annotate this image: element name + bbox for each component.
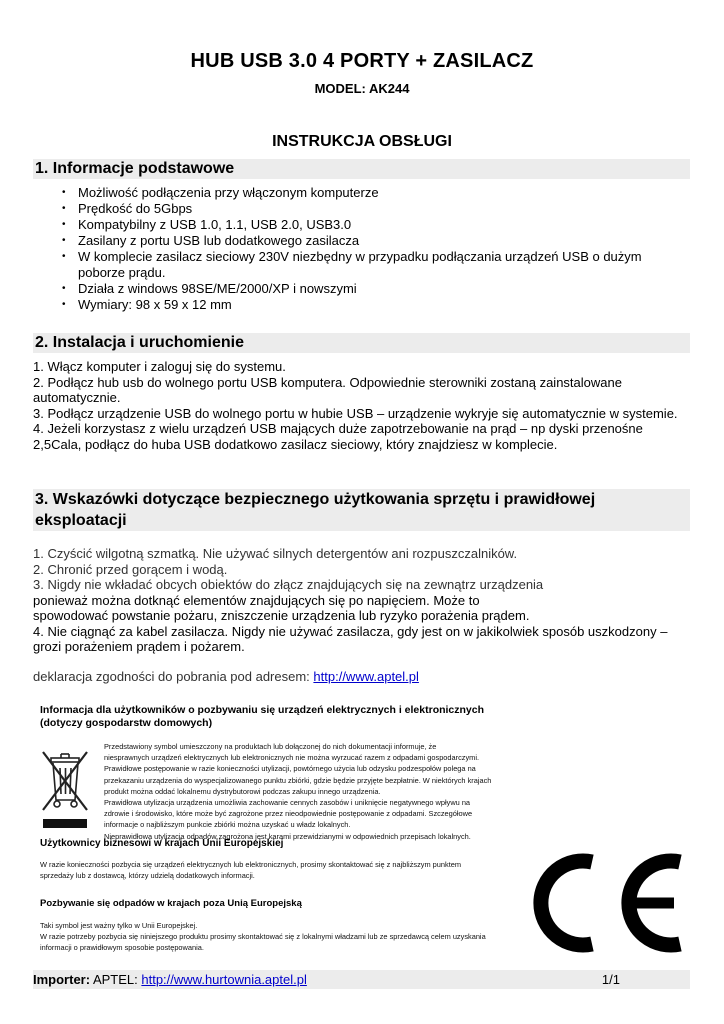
safety-line: 1. Czyścić wilgotną szmatką. Nie używać silnych detergentów ani rozpuszczalników. bbox=[33, 546, 518, 561]
bullet-icon: • bbox=[62, 235, 66, 246]
section-heading-installation: 2. Instalacja i uruchomienie bbox=[33, 333, 690, 353]
declaration-line bbox=[33, 669, 419, 684]
bullet-icon: • bbox=[62, 251, 66, 262]
bullet-icon: • bbox=[62, 219, 66, 230]
list-item: • W komplecie zasilacz sieciowy 230V niezbędny w przypadku podłączania urządzeń USB o dużym poborze prądu. bbox=[62, 249, 642, 280]
feature-list bbox=[62, 185, 692, 313]
crossed-bin-icon bbox=[37, 744, 95, 834]
safety-line: 2. Chronić przed gorącem i wodą. bbox=[33, 561, 228, 577]
page-number: 1/1 bbox=[601, 972, 620, 987]
weee-description: Przedstawiony symbol umieszczony na produktach lub dołączonej do nich dokumentacji informuje, że niesprawnych urządzeń elektrycznych lub elektronicznych nie można wyrzucać razem z odpadami gospodarczymi. Prawidłowe postępowanie w razie konieczności utylizacji, powtórnego użycia lub odzysku podzespołów polega na przekazaniu urządzenia do wyspecjalizowanego punktu zbiórki, gdzie będzie przyjęte bezpłatnie. W niektórych krajach produkt można oddać lokalnemu dystrybutorowi podczas zakupu innego urządzenia. Prawidłowa utylizacja urządzenia umożliwia zachowanie cennych zasobów i uniknięcie negatywnego wpływu na zdrowie i środowisko, które może być zagrożone przez nieodpowiednie postępowanie z odpadami. Szczegółowe informacje o najbliższym punkcie zbiórki można uzyskać u władz lokalnych. Nieprawidłowa utylizacja odpadów zagrożona jest karami przewidzianymi w odpowiednich przepisach lokalnych. bbox=[104, 742, 492, 841]
list-item: • Wymiary: 98 x 59 x 12 mm bbox=[62, 297, 232, 312]
safety-line: spowodować powstanie pożaru, zniszczenie urządzenia lub ryzyko porażenia prądem. bbox=[33, 608, 530, 623]
bullet-icon: • bbox=[62, 187, 66, 198]
safety-line: 3. Nigdy nie wkładać obcych obiektów do złącz znajdujących się na zewnątrz urządzenia bbox=[33, 577, 544, 592]
outside-eu-title: Pozbywanie się odpadów w krajach poza Unią Europejską bbox=[40, 898, 302, 909]
safety-line: ponieważ można dotknąć elementów znajdujących się po napięciem. Może to bbox=[33, 592, 480, 608]
installation-steps bbox=[33, 359, 693, 452]
install-step: 4. Jeżeli korzystasz z wielu urządzeń USB mających duże zapotrzebowanie na prąd – np dyski przenośne 2,5Cala, podłącz do huba USB dodatkowo zasilacz sieciowy, który znajdziesz w komplecie. bbox=[33, 421, 643, 452]
section-heading-basic-info: 1. Informacje podstawowe bbox=[33, 159, 690, 179]
bullet-icon: • bbox=[62, 203, 66, 214]
safety-line: 4. Nie ciągnąć za kabel zasilacza. Nigdy nie używać zasilacza, gdy jest on w jakikolwiek sposób uszkodzony – grozi porażeniem prądem i pożarem. bbox=[33, 623, 668, 654]
model-number: MODEL: AK244 bbox=[314, 81, 410, 96]
eu-business-text: W razie konieczności pozbycia się urządzeń elektrycznych lub elektronicznych, prosimy skontaktować się z najbliższym punktem sprzedaży lub z dostawcą, którzy udzielą dodatkowych informacji. bbox=[40, 860, 462, 880]
section-heading-safety: 3. Wskazówki dotyczące bezpiecznego użytkowania sprzętu i prawidłowej eksploatacji bbox=[33, 489, 690, 531]
importer-label: Importer: bbox=[33, 972, 91, 987]
list-item: • Możliwość podłączenia przy włączonym komputerze bbox=[62, 185, 379, 200]
list-item: • Działa z windows 98SE/ME/2000/XP i nowszymi bbox=[62, 281, 357, 296]
install-step: 2. Podłącz hub usb do wolnego portu USB komputera. Odpowiednie sterowniki zostaną zainstalowane automatycznie. bbox=[33, 374, 622, 405]
list-item: • Kompatybilny z USB 1.0, 1.1, USB 2.0, USB3.0 bbox=[62, 217, 352, 232]
eu-business-title: Użytkownicy biznesowi w krajach Unii Europejskiej bbox=[40, 838, 284, 849]
install-step: 1. Włącz komputer i zaloguj się do systemu. bbox=[33, 359, 286, 374]
outside-eu-text: Taki symbol jest ważny tylko w Unii Europejskej. W razie potrzeby pozbycia się niniejszego produktu prosimy skontaktować się z lokalnymi władzami lub ze sprzedawcą celem uzyskania informacji o prawidłowym sposobie postępowania. bbox=[40, 921, 486, 952]
list-item: • Zasilany z portu USB lub dodatkowego zasilacza bbox=[62, 233, 360, 248]
document-title: HUB USB 3.0 4 PORTY + ZASILACZ bbox=[190, 50, 534, 72]
install-step: 3. Podłącz urządzenie USB do wolnego portu w hubie USB – urządzenie wykryje się automatycznie w systemie. bbox=[33, 405, 678, 421]
bullet-icon: • bbox=[62, 299, 66, 310]
ce-mark-icon bbox=[532, 848, 692, 958]
importer-name: APTEL: bbox=[90, 972, 142, 987]
weee-title: Informacja dla użytkowników o pozbywaniu się urządzeń elektrycznych i elektronicznych (dotyczy gospodarstw domowych) bbox=[40, 704, 485, 729]
declaration-text: deklaracja zgodności do pobrania pod adresem: bbox=[33, 669, 314, 684]
footer-bar bbox=[33, 970, 690, 989]
list-item: • Prędkość do 5Gbps bbox=[62, 201, 193, 216]
declaration-link[interactable]: http://www.aptel.pl bbox=[313, 669, 419, 684]
safety-instructions bbox=[33, 546, 693, 655]
bullet-icon: • bbox=[62, 283, 66, 294]
importer-link[interactable]: http://www.hurtownia.aptel.pl bbox=[141, 972, 307, 987]
instruction-heading: INSTRUKCJA OBSŁUGI bbox=[272, 133, 452, 150]
